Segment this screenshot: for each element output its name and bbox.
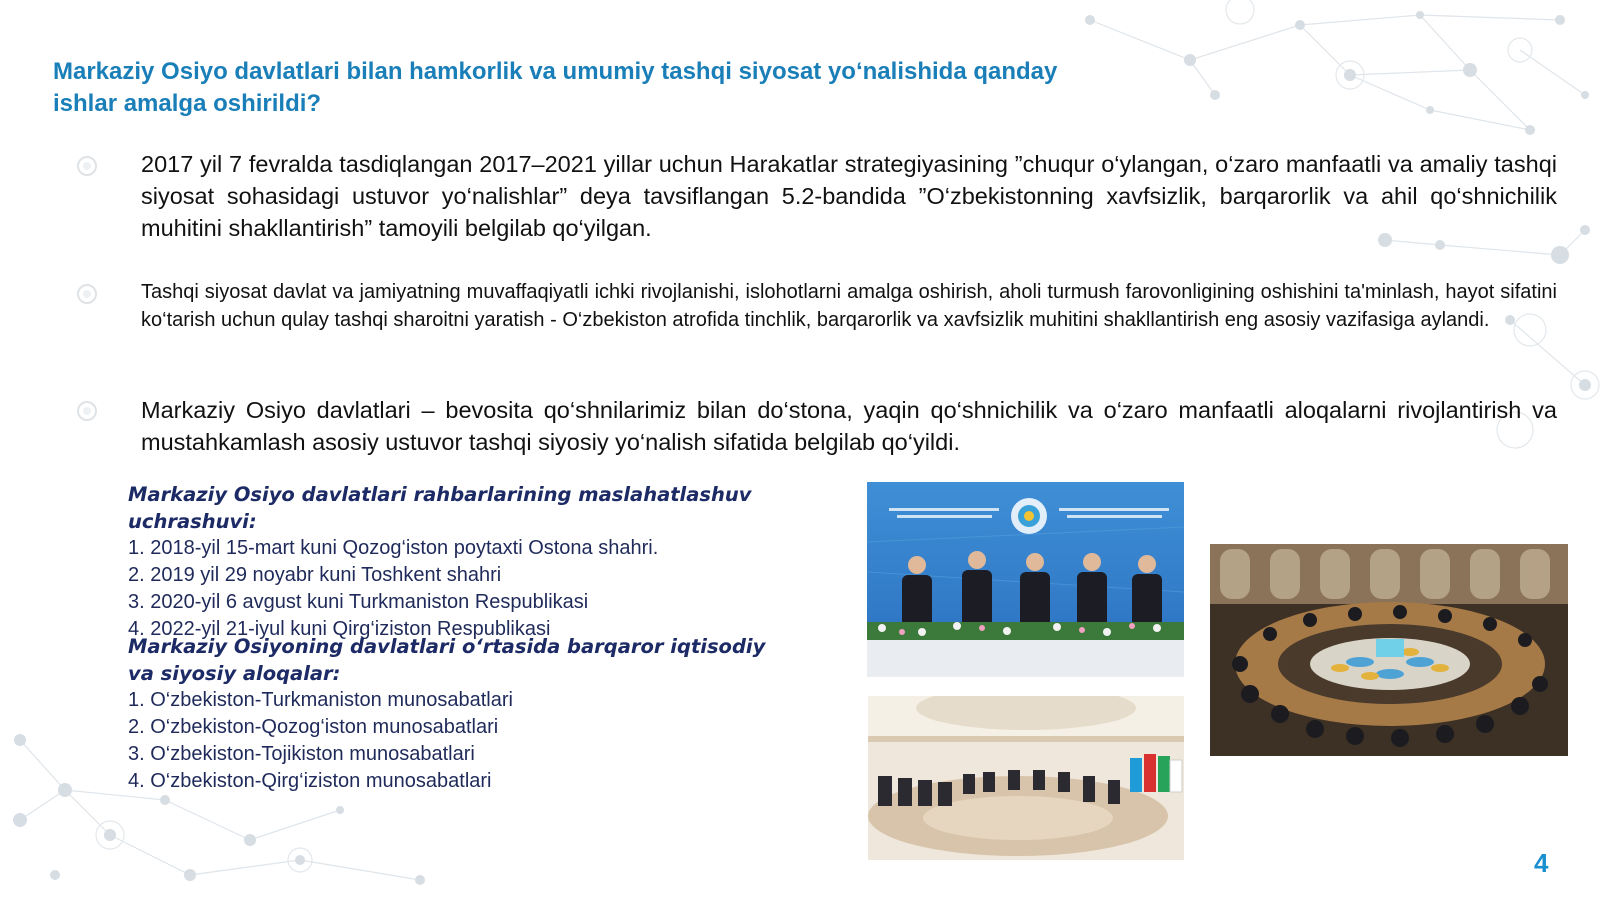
summits-section [128, 481, 868, 643]
relations-list [128, 687, 868, 795]
slide-title: Markaziy Osiyo davlatlari bilan hamkorlik va umumiy tashqi siyosat yo‘nalishida qanday ishlar amalga oshirildi? [53, 58, 1058, 117]
page-number: 4 [1534, 848, 1549, 878]
round-table-meeting-photo [1210, 544, 1568, 756]
bullet-icon [76, 400, 98, 422]
list-item: 1. O‘zbekiston-Turkmaniston munosabatlari [128, 689, 513, 711]
list-item: 4. O‘zbekiston-Qirg‘iziston munosabatlari [128, 770, 492, 792]
leaders-group-photo [867, 482, 1184, 677]
relations-section [128, 633, 868, 795]
summits-list [128, 535, 868, 643]
list-item: 3. O‘zbekiston-Tojikiston munosabatlari [128, 743, 475, 765]
list-item: 4. 2022-yil 21-iyul kuni Qirg‘iziston Respublikasi [128, 618, 551, 640]
list-item: 1. 2018-yil 15-mart kuni Qozog‘iston poytaxti Ostona shahri. [128, 537, 659, 559]
relations-heading: Markaziy Osiyoning davlatlari o‘rtasida barqaror iqtisodiy va siyosiy aloqalar: [128, 635, 766, 685]
list-item: 3. 2020-yil 6 avgust kuni Turkmaniston Respublikasi [128, 591, 589, 613]
list-item: 2. 2019 yil 29 noyabr kuni Toshkent shahri [128, 564, 502, 586]
paragraph-strategy: 2017 yil 7 fevralda tasdiqlangan 2017–2021 yillar uchun Harakatlar strategiyasining ”chuqur o‘ylangan, o‘zaro manfaatli va amaliy tashqi siyosat sohasidagi ustuvor yo‘nalishlar” deya tavsiflangan 5.2-bandida ”O‘zbekistonning xavfsizlik, barqarorlik va ahil qo‘shnichilik muhitini shakllantirish” tamoyili belgilab qo‘yilgan. [141, 151, 1557, 241]
list-item: 2. O‘zbekiston-Qozog‘iston munosabatlari [128, 716, 499, 738]
paragraph-central-asia: Markaziy Osiyo davlatlari – bevosita qo‘shnilarimiz bilan do‘stona, yaqin qo‘shnichilik va o‘zaro manfaatli aloqalarni rivojlantirish va mustahkamlash asosiy ustuvor tashqi siyosiy yo‘nalish sifatida belgilab qo‘yildi. [141, 397, 1557, 455]
bullet-icon [76, 283, 98, 305]
paragraph-foreign-policy: Tashqi siyosat davlat va jamiyatning muvaffaqiyatli ichki rivojlanishi, islohotlarni amalga oshirish, aholi turmush farovonligining oshishini ta'minlash, hayot sifatini ko‘tarish uchun qulay tashqi sharoitni yaratish - O‘zbekiston atrofida tinchlik, barqarorlik va xavfsizlik muhitini shakllantirish eng asosiy vazifasiga aylandi. [141, 281, 1557, 331]
reception-hall-photo [868, 696, 1184, 860]
bullet-icon [76, 155, 98, 177]
summits-heading: Markaziy Osiyo davlatlari rahbarlarining maslahatlashuv uchrashuvi: [128, 483, 752, 533]
